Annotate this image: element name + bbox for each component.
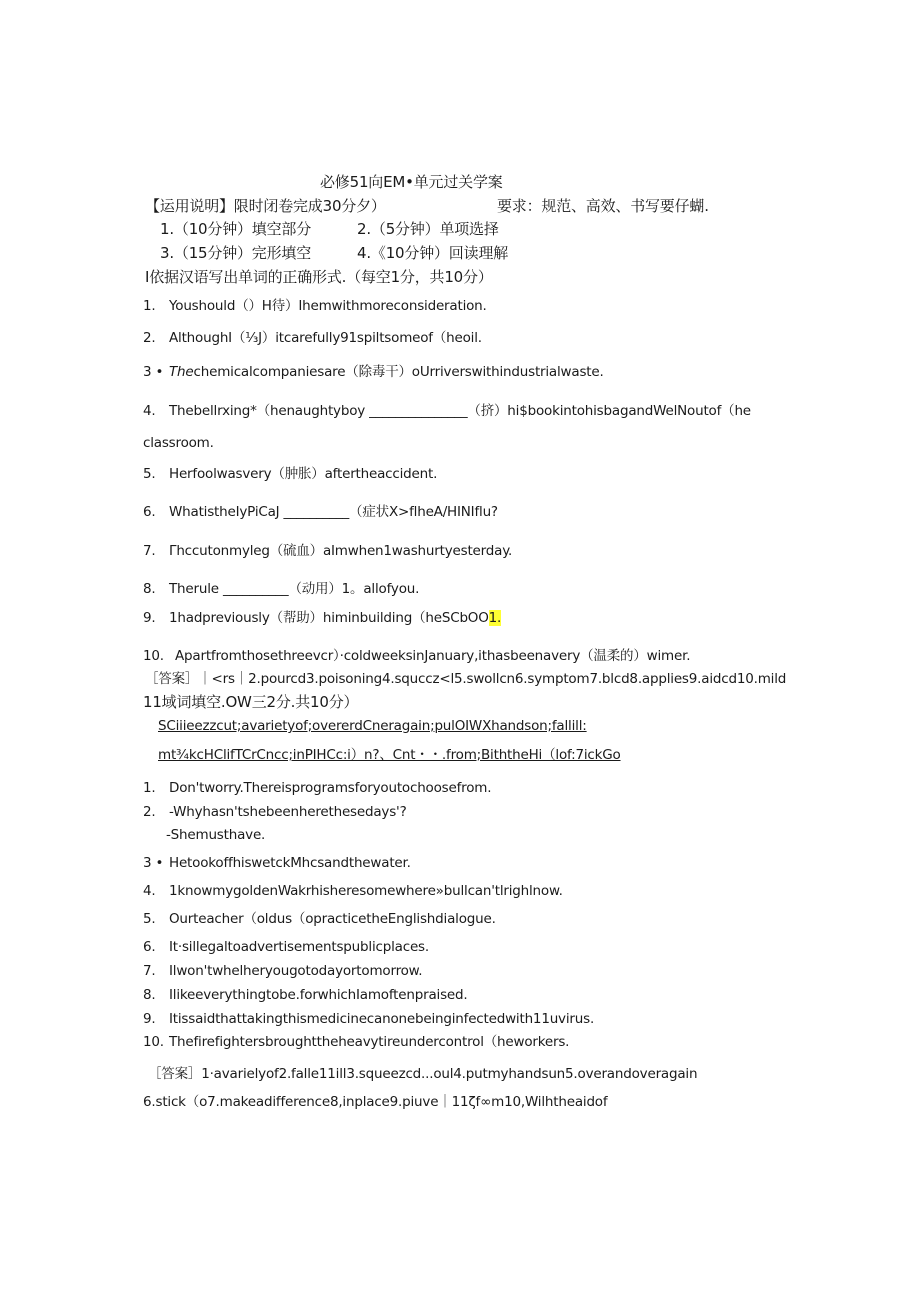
part-3: 3.（15分钟）完形填空: [160, 244, 311, 262]
section1-heading: I依据汉语写出单词的正确形式.（每空1分，共10分）: [145, 268, 493, 286]
section2-heading: 11域词填空.OW三2分.共10分）: [143, 693, 359, 711]
item-text: Therule __________（动用）1。allofyou.: [169, 581, 420, 597]
list-item: [143, 986, 467, 1004]
list-item: [143, 803, 407, 821]
word-bank-line-2: mt¾kcHClifTCrCncc;inPIHCc:i）n?、Cnt・・.from;BiththeHi（lof:7ickGo: [158, 747, 621, 763]
list-item: [143, 402, 751, 420]
item-continuation: -Shemusthave.: [166, 827, 266, 843]
list-item: [143, 962, 422, 980]
item-text: It·sillegaltoadvertisementspublicplaces.: [169, 939, 429, 955]
item-number: 8.: [143, 581, 156, 597]
item-text: Apartfromthosethreevcr）·coldweeksinJanuary,ithasbeenavery（温柔的）wimer.: [175, 648, 691, 664]
item-number: 7.: [143, 543, 156, 559]
item-text: HetookoffhiswetckMhcsandthewater.: [169, 855, 411, 871]
item-number: 10.: [143, 648, 164, 664]
item-continuation: classroom.: [143, 435, 214, 451]
item-text: 1knowmygoldenWakrhisheresomewhere»bullcan'tlrighlnow.: [169, 883, 563, 899]
item-text: Ourteacher（oldus（opracticetheEnglishdialogue.: [169, 911, 496, 927]
list-item: [143, 503, 498, 521]
list-item: [143, 363, 604, 381]
list-item: [143, 1033, 569, 1051]
item-text: WhatistheIyPiCaJ __________（症状X>flheA/HINIflu?: [169, 504, 498, 520]
item-text: Don'tworry.Thereisprogramsforyoutochoosefrom.: [169, 780, 492, 796]
part-4: 4.《10分钟）回读理解: [357, 244, 508, 262]
list-item: [143, 580, 419, 598]
item-number: 9.: [143, 610, 156, 626]
item-text-italic: The: [169, 364, 194, 380]
item-number: 2.: [143, 330, 156, 346]
item-number: 7.: [143, 963, 156, 979]
item-text: Thefirefightersbroughttheheavytireundercontrol（heworkers.: [169, 1034, 570, 1050]
part-2: 2.（5分钟）单项选择: [357, 220, 499, 238]
item-text: Ilikeeverythingtobe.forwhichIamoftenpraised.: [169, 987, 468, 1003]
list-item: [143, 465, 437, 483]
list-item: [143, 329, 482, 347]
item-number: 3 •: [143, 364, 164, 380]
section2-answer-line-1: ［答案］1·avarielyof2.falle11ill3.squeezcd...oul4.putmyhandsun5.overandoveragain: [148, 1066, 698, 1082]
list-item: [143, 647, 690, 665]
section1-answer: ［答案］｜<rs｜2.pourcd3.poisoning4.squccz<l5.swollcn6.symptom7.blcd8.applies9.aidcd10.mild: [145, 671, 787, 687]
list-item: [143, 297, 487, 315]
item-text: -Whyhasn'tshebeenherethesedays'?: [169, 804, 407, 820]
item-text: chemicalcompaniesare（除毒干）oUrriverswithindustrialwaste.: [193, 364, 604, 380]
list-item: [143, 938, 429, 956]
item-number: 6.: [143, 939, 156, 955]
usage-instructions: 【运用说明】限时闭卷完成30分夕）: [145, 197, 386, 215]
item-number: 6.: [143, 504, 156, 520]
item-text: Γhccutonmyleg（硫血）aImwhen1washurtyesterday.: [169, 543, 513, 559]
section2-answer-line-2: 6.stick（o7.makeadifference8,inplace9.piuve｜11ζf∞m10,Wilhtheaidof: [143, 1094, 608, 1110]
item-text: Ilwon'twhelheryougotodayortomorrow.: [169, 963, 423, 979]
page-title: 必修51向EM•单元过关学案: [320, 173, 503, 191]
item-text: Thebellrxing*（henaughtyboy _______________（挤）hi$bookintohisbagandWelNoutof（he: [169, 403, 751, 419]
item-number: 3 •: [143, 855, 164, 871]
list-item: [143, 779, 491, 797]
list-item: [143, 1010, 594, 1028]
list-item: [143, 910, 496, 928]
item-number: 10.: [143, 1034, 164, 1050]
list-item: [143, 882, 563, 900]
item-number: 4.: [143, 883, 156, 899]
item-text: Itissaidthattakingthismedicinecanonebeinginfectedwith11uvirus.: [169, 1011, 595, 1027]
item-number: 4.: [143, 403, 156, 419]
list-item: [143, 609, 501, 627]
item-number: 9.: [143, 1011, 156, 1027]
item-number: 1.: [143, 780, 156, 796]
item-text: Youshould（）H待）Ihemwithmoreconsideration.: [169, 298, 487, 314]
word-bank-line-1: SCiiieezzcut;avarietyof;overerdCneragain;pulOIWXhandson;fallill:: [158, 718, 587, 734]
item-number: 5.: [143, 911, 156, 927]
item-text: AlthoughI（⅓J）itcarefully91spiltsomeof（heoil.: [169, 330, 482, 346]
part-1: 1.（10分钟）填空部分: [160, 220, 311, 238]
item-number: 2.: [143, 804, 156, 820]
list-item: [143, 542, 512, 560]
requirements: 要求：规范、高效、书写要仔蝴.: [497, 197, 709, 215]
item-text: 1hadpreviously（帮助）himinbuilding（heSCbOO: [169, 610, 489, 626]
item-number: 1.: [143, 298, 156, 314]
item-number: 5.: [143, 466, 156, 482]
list-item: [143, 854, 411, 872]
item-number: 8.: [143, 987, 156, 1003]
highlighted-text: 1.: [488, 610, 502, 626]
item-text: Herfoolwasvery（肿胀）aftertheaccident.: [169, 466, 438, 482]
